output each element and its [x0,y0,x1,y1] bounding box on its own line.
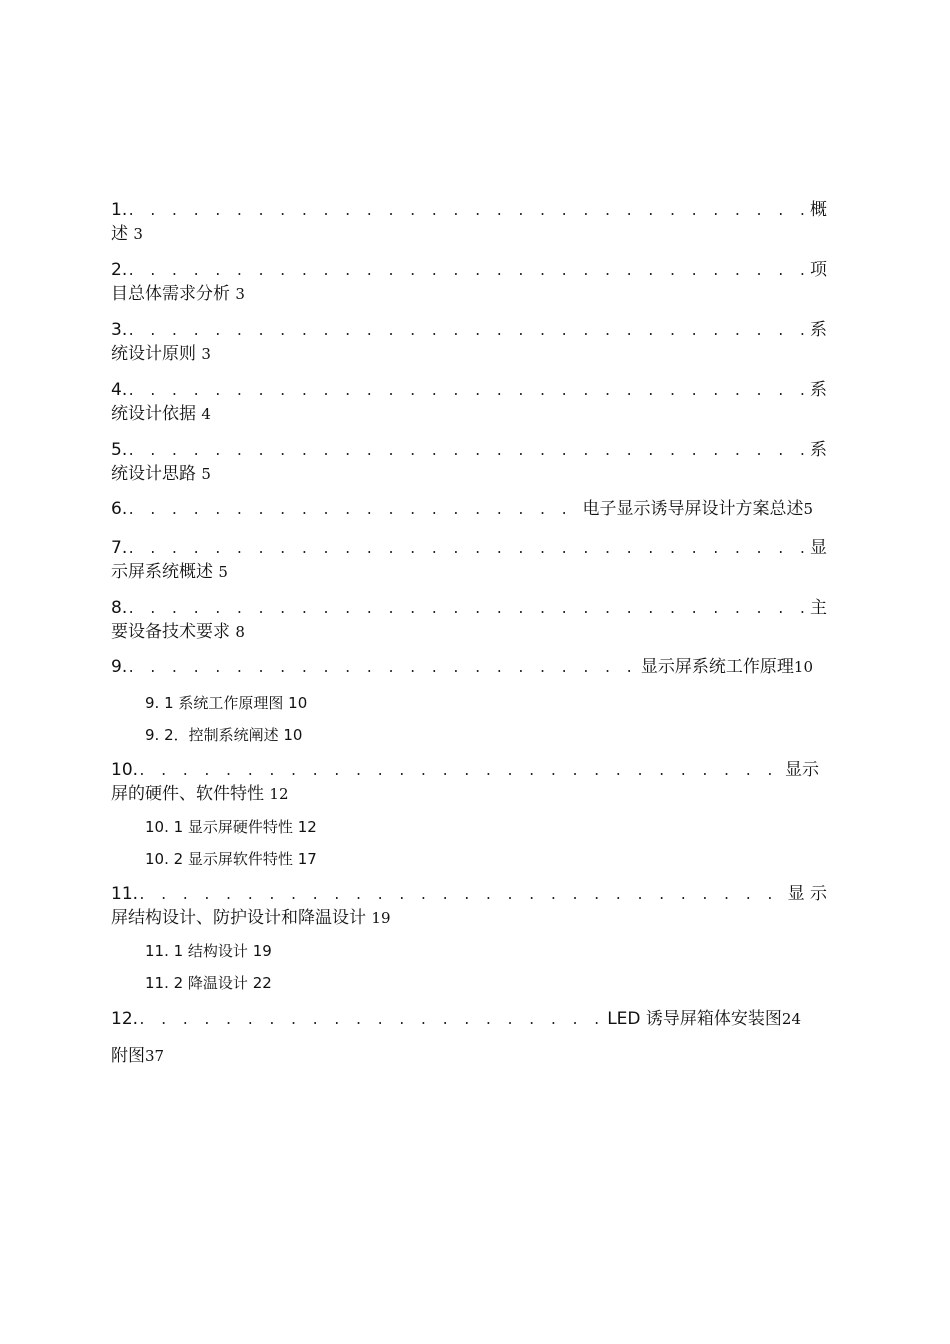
entry-number: 1. [111,200,128,220]
dot-leader [138,885,786,907]
page-number: 5 [218,563,228,581]
toc-leader-line [111,439,827,463]
entry-title-start: 项 [810,260,827,280]
entry-title-continuation: 述 3 [111,224,143,244]
entry-title-continuation: 屏的硬件、软件特性 12 [111,784,289,804]
entry-title-start: 显 示 [787,884,827,904]
toc-leader-line [111,199,827,223]
page-number: 5 [201,465,211,483]
toc-leader-line [111,1008,801,1032]
entry-number: 11. [111,884,139,904]
entry-title-continuation: 统设计依据 4 [111,404,211,424]
entry-title-continuation: 屏结构设计、防护设计和降温设计 19 [111,908,391,928]
toc-leader-line [111,656,813,680]
toc-entry-6[interactable] [111,498,813,522]
entry-number: 3. [111,320,128,340]
toc-leader-line [111,597,827,621]
entry-title-start: 显 [810,538,827,558]
toc-entry-5[interactable] [111,439,827,485]
entry-title-start: 显示 [785,760,819,780]
toc-entry-3[interactable] [111,319,827,365]
page-number: 4 [201,405,211,423]
dot-leader [127,261,808,283]
toc-entry-1[interactable] [111,199,827,245]
entry-title-start: 主 [810,598,827,618]
toc-subentry-11-2[interactable]: 11. 2 降温设计 22 [145,974,272,992]
dot-leader [138,1010,605,1032]
entry-number: 10. [111,760,139,780]
entry-number: 5. [111,440,128,460]
page-number: 10 [793,658,813,676]
toc-subentry-10-2[interactable]: 10. 2 显示屏软件特性 17 [145,850,317,868]
toc-entry-9[interactable] [111,656,813,680]
page-number: 5 [803,500,813,518]
entry-title-continuation: 示屏系统概述 5 [111,562,228,582]
entry-title-continuation: 统设计原则 3 [111,344,211,364]
toc-subentry-9-1[interactable]: 9. 1 系统工作原理图 10 [145,694,308,712]
toc-entry-11[interactable] [111,883,827,929]
toc-entry-7[interactable] [111,537,827,583]
toc-leader-line [111,759,819,783]
page-number: 19 [371,909,391,927]
page-number: 8 [235,623,245,641]
entry-number: 2. [111,260,128,280]
toc-leader-line [111,259,827,283]
entry-number: 4. [111,380,128,400]
toc-leader-line [111,883,827,907]
entry-title: 显示屏系统工作原理10 [640,657,813,677]
page-number: 3 [201,345,211,363]
entry-title-start: 系 [810,320,827,340]
toc-leader-line [111,319,827,343]
toc-entry-4[interactable] [111,379,827,425]
toc-subentry-11-1[interactable]: 11. 1 结构设计 19 [145,942,272,960]
entry-title: 电子显示诱导屏设计方案总述5 [582,499,813,519]
entry-number: 9. [111,657,128,677]
toc-entry-12[interactable] [111,1008,801,1032]
entry-title-start: 概 [810,200,827,220]
entry-title-continuation: 目总体需求分析 3 [111,284,245,304]
toc-subentry-9-2[interactable]: 9. 2．控制系统阐述 10 [145,726,303,744]
dot-leader [127,201,808,223]
entry-title-start: 系 [810,380,827,400]
toc-entry-8[interactable] [111,597,827,643]
dot-leader [127,599,808,621]
dot-leader [127,539,808,561]
dot-leader [127,381,808,403]
entry-number: 8. [111,598,128,618]
page-number: 12 [269,785,289,803]
toc-entry-appendix[interactable] [111,1045,164,1067]
page-number: 3 [235,285,245,303]
entry-number: 12. [111,1009,139,1029]
entry-title: LED 诱导屏箱体安装图24 [607,1009,801,1029]
page-number: 24 [781,1010,801,1028]
toc-leader-line [111,537,827,561]
entry-number: 6. [111,499,128,519]
page-number: 3 [133,225,143,243]
dot-leader [127,441,808,463]
entry-number: 7. [111,538,128,558]
appendix-label: 附图 [111,1046,145,1066]
entry-title-start: 系 [810,440,827,460]
dot-leader [127,321,808,343]
toc-entry-2[interactable] [111,259,827,305]
page-number: 37 [145,1047,165,1065]
dot-leader [127,658,639,680]
toc-leader-line [111,379,827,403]
entry-title-continuation: 要设备技术要求 8 [111,622,245,642]
toc-subentry-10-1[interactable]: 10. 1 显示屏硬件特性 12 [145,818,317,836]
entry-title-continuation: 统设计思路 5 [111,464,211,484]
dot-leader [127,500,580,522]
dot-leader [138,761,783,783]
toc-entry-10[interactable] [111,759,819,805]
toc-leader-line [111,498,813,522]
